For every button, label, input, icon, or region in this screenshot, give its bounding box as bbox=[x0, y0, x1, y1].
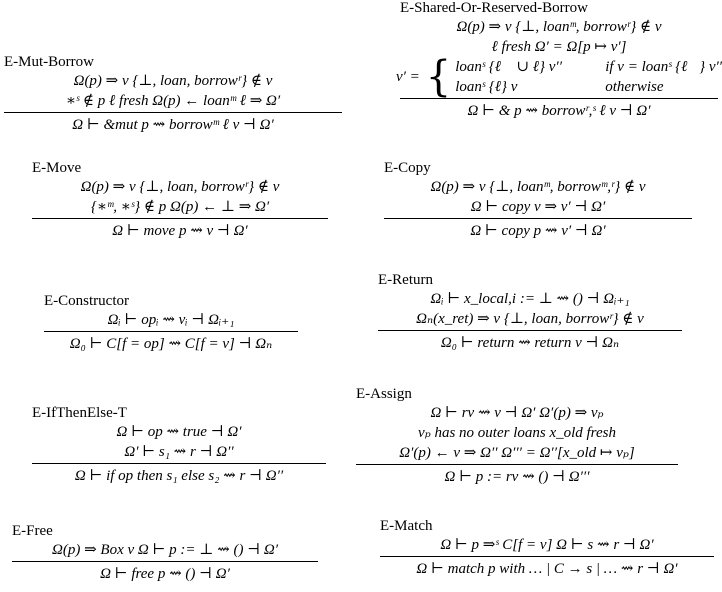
rule-name: E-Assign bbox=[356, 386, 412, 402]
case-lhs: v′ = bbox=[395, 69, 420, 85]
rule-e-free bbox=[12, 523, 318, 584]
rule-e-assign bbox=[356, 386, 678, 487]
case-line bbox=[455, 57, 722, 77]
case-definition bbox=[395, 52, 722, 102]
conclusion: Ω ⊢ move p ⇝ v ⊣ Ω′ bbox=[112, 223, 248, 239]
inference-bar bbox=[384, 218, 692, 219]
premise: Ω ⊢ copy v ⇒ v′ ⊣ Ω′ bbox=[470, 199, 606, 215]
rule-name: E-Free bbox=[12, 523, 53, 539]
case-line bbox=[455, 77, 722, 97]
conclusion: Ω ⊢ if op then s₁ else s₂ ⇝ r ⊣ Ω′′ bbox=[74, 468, 284, 484]
conclusion: Ω ⊢ free p ⇝ () ⊣ Ω′ bbox=[100, 566, 230, 582]
inference-bar bbox=[12, 561, 318, 562]
rule-e-move bbox=[32, 160, 328, 241]
inference-bar bbox=[378, 330, 682, 331]
rule-name: E-Match bbox=[380, 518, 433, 534]
premise: Ω ⊢ p ⇒ˢ C[f = v] Ω ⊢ s ⇝ r ⊣ Ω′ bbox=[440, 537, 654, 553]
premise: vₚ has no outer loans x_old fresh bbox=[418, 425, 616, 441]
premise: Ω′ ⊢ s₁ ⇝ r ⊣ Ω′′ bbox=[124, 444, 234, 460]
conclusion: Ω ⊢ copy p ⇝ v′ ⊣ Ω′ bbox=[470, 223, 606, 239]
premise: Ωₙ(x_ret) ⇒ v {⊥, loan, borrowʳ} ∉ v bbox=[416, 311, 644, 327]
conclusion: Ω ⊢ p := rv ⇝ () ⊣ Ω′′′ bbox=[444, 469, 590, 485]
inference-bar bbox=[4, 112, 342, 113]
case-lines bbox=[455, 57, 722, 97]
case-cond: if v = loanˢ {ℓ⃗} v′′ bbox=[605, 59, 722, 75]
rule-e-copy bbox=[384, 160, 692, 241]
rule-name: E-Constructor bbox=[44, 293, 129, 309]
conclusion: Ω ⊢ &mut p ⇝ borrowᵐ ℓ v ⊣ Ω′ bbox=[72, 117, 274, 133]
rule-name: E-IfThenElse-T bbox=[32, 405, 127, 421]
conclusion: Ω₀ ⊢ return ⇝ return v ⊣ Ωₙ bbox=[440, 335, 620, 351]
premise: Ω(p) ⇒ v {⊥, loan, borrowʳ} ∉ v bbox=[80, 179, 280, 195]
inference-bar bbox=[32, 218, 328, 219]
rule-name: E-Copy bbox=[384, 160, 431, 176]
rule-e-match bbox=[380, 518, 714, 579]
premise: Ω ⊢ rv ⇝ v ⊣ Ω′ Ω′(p) ⇒ vₚ bbox=[430, 405, 604, 421]
conclusion: Ω₀ ⊢ C[f = op] ⇝ C[f = v] ⊣ Ωₙ bbox=[69, 336, 273, 352]
case-cond: otherwise bbox=[605, 79, 664, 95]
left-brace-icon: { bbox=[425, 52, 452, 102]
premise: Ωᵢ ⊢ opᵢ ⇝ vᵢ ⊣ Ωᵢ₊₁ bbox=[107, 312, 235, 328]
premise: Ω(p) ⇒ v {⊥, loanᵐ, borrowᵐ,ʳ} ∉ v bbox=[430, 179, 646, 195]
rule-name: E-Shared-Or-Reserved-Borrow bbox=[400, 0, 588, 16]
case-expr: loanˢ {ℓ} v bbox=[455, 79, 518, 95]
rule-e-ifthenelse-t bbox=[32, 405, 326, 486]
rule-name: E-Return bbox=[378, 272, 433, 288]
rule-e-mut-borrow bbox=[4, 54, 342, 135]
premise: Ω ⊢ op ⇝ true ⊣ Ω′ bbox=[116, 424, 242, 440]
rule-name: E-Mut-Borrow bbox=[4, 54, 94, 70]
premise: Ω(p) ⇒ v {⊥, loan, borrowʳ} ∉ v bbox=[73, 73, 273, 89]
inference-bar bbox=[44, 331, 298, 332]
inference-bar bbox=[32, 463, 326, 464]
conclusion: Ω ⊢ match p with … | C → s | … ⇝ r ⊣ Ω′ bbox=[416, 561, 678, 577]
inference-bar bbox=[380, 556, 714, 557]
inference-bar bbox=[356, 464, 678, 465]
rule-e-constructor bbox=[44, 293, 298, 354]
conclusion: Ω ⊢ & p ⇝ borrowʳ,ˢ ℓ v ⊣ Ω′ bbox=[467, 103, 651, 119]
rule-e-return bbox=[378, 272, 682, 353]
premise: {∗ᵐ, ∗ˢ} ∉ p Ω(p) ← ⊥ ⇒ Ω′ bbox=[90, 199, 270, 215]
premise: ℓ fresh Ω′ = Ω[p ↦ v′] bbox=[491, 39, 627, 55]
premise: Ω′(p) ← v ⇒ Ω′′ Ω′′′ = Ω′′[x_old ↦ vₚ] bbox=[399, 445, 635, 461]
premise: Ω(p) ⇒ v {⊥, loanᵐ, borrowʳ} ∉ v bbox=[456, 19, 662, 35]
rule-e-shared-or-reserved-borrow bbox=[395, 0, 722, 121]
case-expr: loanˢ {ℓ⃗ ∪ ℓ} v′′ bbox=[455, 59, 562, 75]
premise: Ωᵢ ⊢ x_local,i := ⊥ ⇝ () ⊣ Ωᵢ₊₁ bbox=[430, 291, 630, 307]
premise: ∗ˢ ∉ p ℓ fresh Ω(p) ← loanᵐ ℓ ⇒ Ω′ bbox=[65, 93, 281, 109]
premise: Ω(p) ⇒ Box v Ω ⊢ p := ⊥ ⇝ () ⊣ Ω′ bbox=[52, 542, 278, 558]
rule-name: E-Move bbox=[32, 160, 82, 176]
